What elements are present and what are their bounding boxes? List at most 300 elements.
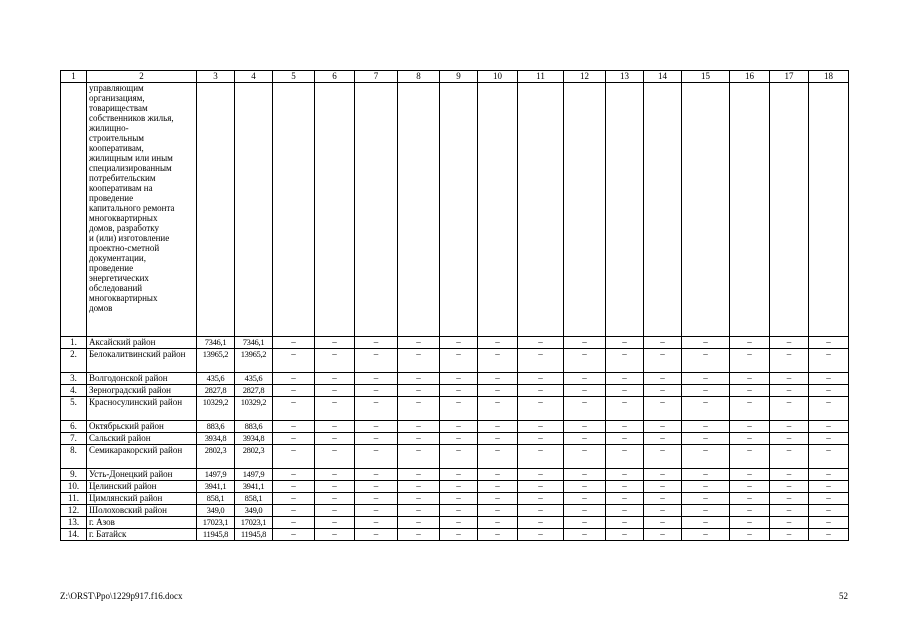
dash-cell: –: [644, 505, 682, 517]
dash-cell: –: [478, 385, 518, 397]
dash-cell: –: [518, 397, 564, 421]
dash-cell: –: [315, 493, 355, 505]
dash-cell: –: [355, 469, 398, 481]
dash-cell: –: [398, 397, 440, 421]
dash-cell: –: [564, 385, 606, 397]
table-cell: [440, 83, 478, 337]
dash-cell: –: [770, 373, 809, 385]
dash-cell: –: [682, 349, 730, 373]
value-col-4: 7346,1: [235, 337, 273, 349]
dash-cell: –: [809, 445, 849, 469]
dash-cell: –: [440, 469, 478, 481]
dash-cell: –: [770, 481, 809, 493]
table-cell: [197, 83, 235, 337]
dash-cell: –: [730, 481, 770, 493]
table-row: [61, 385, 849, 397]
dash-cell: –: [644, 517, 682, 529]
dash-cell: –: [518, 445, 564, 469]
dash-cell: –: [315, 349, 355, 373]
value-col-4: 10329,2: [235, 397, 273, 421]
dash-cell: –: [730, 469, 770, 481]
column-header: 5: [273, 71, 315, 83]
dash-cell: –: [770, 385, 809, 397]
dash-cell: –: [809, 469, 849, 481]
dash-cell: –: [518, 493, 564, 505]
dash-cell: –: [355, 385, 398, 397]
dash-cell: –: [355, 421, 398, 433]
table-row: [61, 481, 849, 493]
dash-cell: –: [478, 433, 518, 445]
district-name: Волгодонской район: [87, 373, 197, 385]
table-row: [61, 433, 849, 445]
dash-cell: –: [398, 445, 440, 469]
row-description: управляющим организациям, товариществам собственников жилья, жилищно- строительным кооперативам, жилищным или иным специализированным потребительским кооперативам на проведение капитального ремонта многоквартирных домов, разработку и (или) изготовление проектно-сметной документации, проведение энергетических обследований многоквартирных домов: [87, 83, 197, 337]
dash-cell: –: [682, 337, 730, 349]
dash-cell: –: [355, 481, 398, 493]
dash-cell: –: [809, 517, 849, 529]
dash-cell: –: [564, 517, 606, 529]
dash-cell: –: [398, 337, 440, 349]
dash-cell: –: [606, 337, 644, 349]
dash-cell: –: [682, 517, 730, 529]
dash-cell: –: [730, 517, 770, 529]
dash-cell: –: [809, 349, 849, 373]
row-number: 4.: [61, 385, 87, 397]
dash-cell: –: [398, 517, 440, 529]
dash-cell: –: [606, 517, 644, 529]
district-name: Белокалитвинский район: [87, 349, 197, 373]
dash-cell: –: [440, 481, 478, 493]
dash-cell: –: [606, 505, 644, 517]
dash-cell: –: [273, 481, 315, 493]
dash-cell: –: [315, 517, 355, 529]
dash-cell: –: [564, 349, 606, 373]
dash-cell: –: [644, 337, 682, 349]
dash-cell: –: [770, 529, 809, 541]
dash-cell: –: [564, 433, 606, 445]
dash-cell: –: [273, 337, 315, 349]
dash-cell: –: [564, 445, 606, 469]
district-name: Красносулинский район: [87, 397, 197, 421]
dash-cell: –: [478, 349, 518, 373]
dash-cell: –: [644, 421, 682, 433]
dash-cell: –: [564, 373, 606, 385]
dash-cell: –: [518, 529, 564, 541]
table-row: [61, 421, 849, 433]
dash-cell: –: [564, 421, 606, 433]
table-row: [61, 445, 849, 469]
dash-cell: –: [315, 397, 355, 421]
dash-cell: –: [273, 397, 315, 421]
dash-cell: –: [564, 397, 606, 421]
dash-cell: –: [440, 505, 478, 517]
row-number: 7.: [61, 433, 87, 445]
dash-cell: –: [682, 433, 730, 445]
table-row: [61, 505, 849, 517]
dash-cell: –: [518, 433, 564, 445]
column-header: 13: [606, 71, 644, 83]
dash-cell: –: [730, 397, 770, 421]
dash-cell: –: [518, 505, 564, 517]
dash-cell: –: [355, 529, 398, 541]
row-number: 1.: [61, 337, 87, 349]
table-row: [61, 83, 849, 337]
dash-cell: –: [730, 433, 770, 445]
dash-cell: –: [809, 505, 849, 517]
value-col-3: 13965,2: [197, 349, 235, 373]
dash-cell: –: [398, 481, 440, 493]
dash-cell: –: [606, 421, 644, 433]
dash-cell: –: [682, 529, 730, 541]
dash-cell: –: [478, 505, 518, 517]
dash-cell: –: [682, 385, 730, 397]
dash-cell: –: [809, 373, 849, 385]
column-header: 7: [355, 71, 398, 83]
dash-cell: –: [730, 373, 770, 385]
district-name: Целинский район: [87, 481, 197, 493]
value-col-3: 11945,8: [197, 529, 235, 541]
dash-cell: –: [478, 397, 518, 421]
column-header: 14: [644, 71, 682, 83]
dash-cell: –: [644, 529, 682, 541]
dash-cell: –: [440, 385, 478, 397]
value-col-4: 435,6: [235, 373, 273, 385]
dash-cell: –: [770, 433, 809, 445]
dash-cell: –: [440, 517, 478, 529]
district-name: Усть-Донецкий район: [87, 469, 197, 481]
district-name: Семикаракорский район: [87, 445, 197, 469]
value-col-4: 1497,9: [235, 469, 273, 481]
district-name: Зерноградский район: [87, 385, 197, 397]
dash-cell: –: [398, 421, 440, 433]
page-number: 52: [839, 591, 848, 601]
dash-cell: –: [809, 397, 849, 421]
dash-cell: –: [315, 469, 355, 481]
dash-cell: –: [398, 493, 440, 505]
dash-cell: –: [730, 349, 770, 373]
dash-cell: –: [440, 349, 478, 373]
value-col-4: 883,6: [235, 421, 273, 433]
dash-cell: –: [315, 385, 355, 397]
dash-cell: –: [644, 373, 682, 385]
value-col-4: 349,0: [235, 505, 273, 517]
dash-cell: –: [564, 529, 606, 541]
table-cell: [235, 83, 273, 337]
dash-cell: –: [518, 349, 564, 373]
table-cell: [682, 83, 730, 337]
data-table: [60, 70, 849, 541]
row-number: 6.: [61, 421, 87, 433]
dash-cell: –: [315, 505, 355, 517]
dash-cell: –: [478, 481, 518, 493]
dash-cell: –: [315, 373, 355, 385]
dash-cell: –: [564, 337, 606, 349]
dash-cell: –: [273, 493, 315, 505]
table-cell: [606, 83, 644, 337]
dash-cell: –: [682, 373, 730, 385]
value-col-3: 349,0: [197, 505, 235, 517]
dash-cell: –: [770, 349, 809, 373]
district-name: Цимлянский район: [87, 493, 197, 505]
value-col-4: 2827,8: [235, 385, 273, 397]
value-col-3: 1497,9: [197, 469, 235, 481]
table-cell: [730, 83, 770, 337]
dash-cell: –: [770, 517, 809, 529]
dash-cell: –: [730, 493, 770, 505]
dash-cell: –: [355, 397, 398, 421]
dash-cell: –: [682, 505, 730, 517]
dash-cell: –: [518, 517, 564, 529]
dash-cell: –: [440, 421, 478, 433]
column-header: 17: [770, 71, 809, 83]
dash-cell: –: [273, 433, 315, 445]
dash-cell: –: [518, 373, 564, 385]
dash-cell: –: [355, 349, 398, 373]
dash-cell: –: [273, 505, 315, 517]
dash-cell: –: [682, 421, 730, 433]
dash-cell: –: [809, 529, 849, 541]
row-number: 3.: [61, 373, 87, 385]
dash-cell: –: [273, 349, 315, 373]
dash-cell: –: [606, 529, 644, 541]
dash-cell: –: [644, 445, 682, 469]
district-name: Аксайский район: [87, 337, 197, 349]
dash-cell: –: [564, 505, 606, 517]
table-cell: [355, 83, 398, 337]
dash-cell: –: [606, 385, 644, 397]
column-header: 3: [197, 71, 235, 83]
dash-cell: –: [398, 469, 440, 481]
dash-cell: –: [355, 517, 398, 529]
dash-cell: –: [682, 481, 730, 493]
district-name: г. Батайск: [87, 529, 197, 541]
table-row: [61, 337, 849, 349]
value-col-3: 3941,1: [197, 481, 235, 493]
dash-cell: –: [809, 385, 849, 397]
dash-cell: –: [315, 445, 355, 469]
value-col-3: 10329,2: [197, 397, 235, 421]
dash-cell: –: [809, 433, 849, 445]
row-number: 11.: [61, 493, 87, 505]
dash-cell: –: [730, 445, 770, 469]
dash-cell: –: [809, 421, 849, 433]
dash-cell: –: [730, 385, 770, 397]
dash-cell: –: [682, 493, 730, 505]
dash-cell: –: [518, 421, 564, 433]
value-col-4: 3941,1: [235, 481, 273, 493]
dash-cell: –: [564, 481, 606, 493]
dash-cell: –: [682, 469, 730, 481]
table-cell: [315, 83, 355, 337]
dash-cell: –: [644, 397, 682, 421]
value-col-4: 17023,1: [235, 517, 273, 529]
dash-cell: –: [644, 469, 682, 481]
dash-cell: –: [315, 529, 355, 541]
dash-cell: –: [518, 337, 564, 349]
dash-cell: –: [682, 397, 730, 421]
column-header: 9: [440, 71, 478, 83]
dash-cell: –: [398, 529, 440, 541]
dash-cell: –: [730, 337, 770, 349]
row-number: 8.: [61, 445, 87, 469]
row-number: 2.: [61, 349, 87, 373]
dash-cell: –: [518, 469, 564, 481]
district-name: Сальский район: [87, 433, 197, 445]
dash-cell: –: [273, 373, 315, 385]
value-col-3: 2827,8: [197, 385, 235, 397]
dash-cell: –: [478, 373, 518, 385]
dash-cell: –: [478, 421, 518, 433]
dash-cell: –: [770, 397, 809, 421]
value-col-3: 7346,1: [197, 337, 235, 349]
dash-cell: –: [606, 397, 644, 421]
table-row: [61, 493, 849, 505]
dash-cell: –: [770, 421, 809, 433]
dash-cell: –: [398, 385, 440, 397]
dash-cell: –: [682, 445, 730, 469]
table-cell: [644, 83, 682, 337]
dash-cell: –: [770, 469, 809, 481]
column-header: 6: [315, 71, 355, 83]
table-row: [61, 397, 849, 421]
dash-cell: –: [730, 505, 770, 517]
table-cell: [770, 83, 809, 337]
dash-cell: –: [273, 469, 315, 481]
table-cell: [478, 83, 518, 337]
column-header: 1: [61, 71, 87, 83]
row-number: 5.: [61, 397, 87, 421]
dash-cell: –: [440, 529, 478, 541]
dash-cell: –: [355, 493, 398, 505]
value-col-4: 13965,2: [235, 349, 273, 373]
dash-cell: –: [606, 373, 644, 385]
row-number: 9.: [61, 469, 87, 481]
dash-cell: –: [273, 385, 315, 397]
dash-cell: –: [606, 445, 644, 469]
table-cell: [564, 83, 606, 337]
dash-cell: –: [440, 397, 478, 421]
dash-cell: –: [644, 481, 682, 493]
dash-cell: –: [273, 421, 315, 433]
table-cell: [273, 83, 315, 337]
dash-cell: –: [273, 445, 315, 469]
dash-cell: –: [315, 433, 355, 445]
dash-cell: –: [398, 433, 440, 445]
dash-cell: –: [355, 373, 398, 385]
dash-cell: –: [606, 469, 644, 481]
dash-cell: –: [355, 505, 398, 517]
dash-cell: –: [606, 481, 644, 493]
dash-cell: –: [355, 337, 398, 349]
value-col-3: 17023,1: [197, 517, 235, 529]
district-name: Шолоховский район: [87, 505, 197, 517]
district-name: г. Азов: [87, 517, 197, 529]
dash-cell: –: [478, 493, 518, 505]
dash-cell: –: [730, 529, 770, 541]
row-number: 14.: [61, 529, 87, 541]
dash-cell: –: [770, 445, 809, 469]
dash-cell: –: [355, 433, 398, 445]
dash-cell: –: [315, 421, 355, 433]
dash-cell: –: [315, 481, 355, 493]
dash-cell: –: [770, 337, 809, 349]
table-row: [61, 529, 849, 541]
dash-cell: –: [478, 517, 518, 529]
table-row: [61, 517, 849, 529]
row-number: 12.: [61, 505, 87, 517]
dash-cell: –: [398, 349, 440, 373]
dash-cell: –: [730, 421, 770, 433]
column-header: 11: [518, 71, 564, 83]
dash-cell: –: [644, 349, 682, 373]
table-row: [61, 469, 849, 481]
dash-cell: –: [809, 337, 849, 349]
table-row: [61, 373, 849, 385]
table-cell: [398, 83, 440, 337]
dash-cell: –: [440, 445, 478, 469]
column-header: 2: [87, 71, 197, 83]
table-cell: [809, 83, 849, 337]
value-col-4: 858,1: [235, 493, 273, 505]
dash-cell: –: [273, 529, 315, 541]
column-header: 10: [478, 71, 518, 83]
column-header: 18: [809, 71, 849, 83]
column-header: 12: [564, 71, 606, 83]
dash-cell: –: [440, 373, 478, 385]
column-number-row: [61, 71, 849, 83]
dash-cell: –: [315, 337, 355, 349]
table-cell: [61, 83, 87, 337]
dash-cell: –: [440, 493, 478, 505]
value-col-4: 11945,8: [235, 529, 273, 541]
file-path: Z:\ORST\Ppo\1229p917.f16.docx: [60, 591, 183, 601]
dash-cell: –: [644, 385, 682, 397]
table-row: [61, 349, 849, 373]
dash-cell: –: [606, 349, 644, 373]
dash-cell: –: [355, 445, 398, 469]
value-col-3: 858,1: [197, 493, 235, 505]
value-col-3: 435,6: [197, 373, 235, 385]
value-col-4: 3934,8: [235, 433, 273, 445]
column-header: 8: [398, 71, 440, 83]
row-number: 13.: [61, 517, 87, 529]
value-col-3: 883,6: [197, 421, 235, 433]
dash-cell: –: [478, 529, 518, 541]
dash-cell: –: [809, 481, 849, 493]
dash-cell: –: [606, 433, 644, 445]
dash-cell: –: [440, 433, 478, 445]
dash-cell: –: [644, 493, 682, 505]
dash-cell: –: [809, 493, 849, 505]
column-header: 16: [730, 71, 770, 83]
dash-cell: –: [770, 493, 809, 505]
dash-cell: –: [564, 493, 606, 505]
dash-cell: –: [564, 469, 606, 481]
dash-cell: –: [478, 445, 518, 469]
dash-cell: –: [518, 481, 564, 493]
value-col-4: 2802,3: [235, 445, 273, 469]
dash-cell: –: [770, 505, 809, 517]
value-col-3: 3934,8: [197, 433, 235, 445]
dash-cell: –: [398, 373, 440, 385]
column-header: 15: [682, 71, 730, 83]
dash-cell: –: [606, 493, 644, 505]
dash-cell: –: [518, 385, 564, 397]
dash-cell: –: [644, 433, 682, 445]
dash-cell: –: [478, 337, 518, 349]
dash-cell: –: [478, 469, 518, 481]
column-header: 4: [235, 71, 273, 83]
